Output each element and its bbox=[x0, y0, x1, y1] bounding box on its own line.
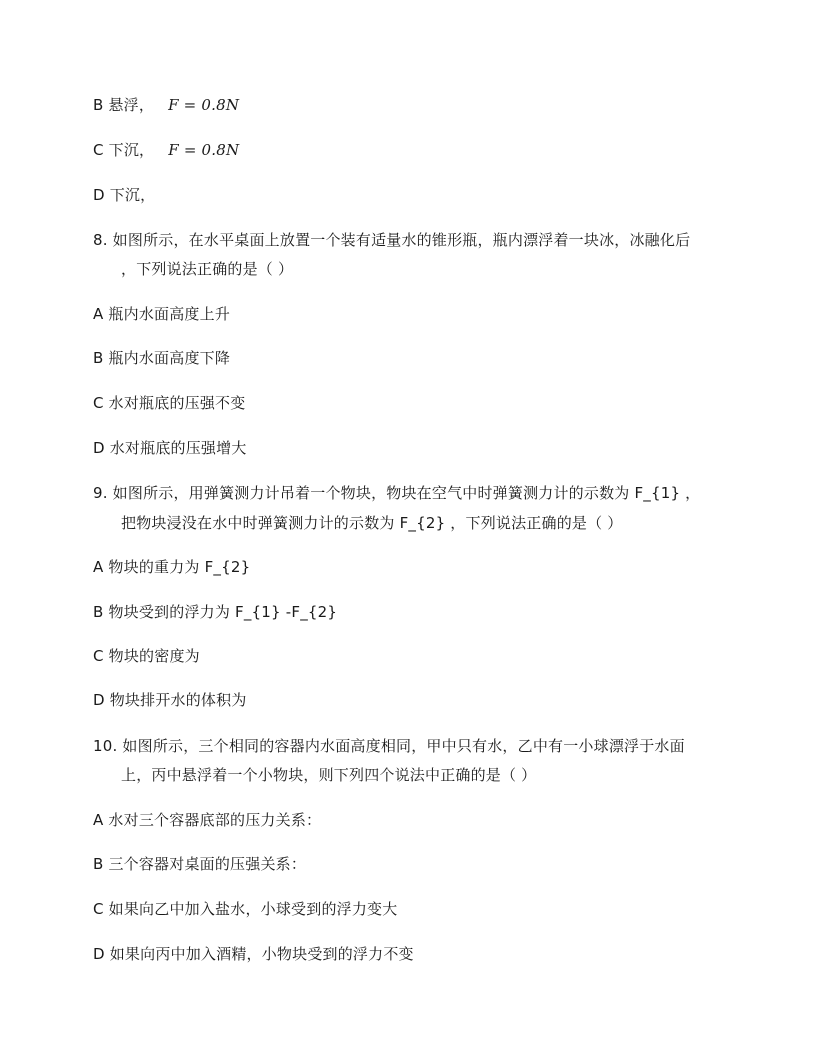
option-b-q7 bbox=[93, 95, 239, 115]
option-a-q8 bbox=[93, 304, 230, 324]
option-d-q9 bbox=[93, 690, 247, 710]
question-text: 上，丙中悬浮着一个小物块，则下列四个说法中正确的是（ ） bbox=[121, 766, 537, 784]
question-text: 8. 如图所示，在水平桌面上放置一个装有适量水的锥形瓶，瓶内漂浮着一块冰，冰融化后 bbox=[93, 231, 691, 249]
question-text: 9. 如图所示，用弹簧测力计吊着一个物块，物块在空气中时弹簧测力计的示数为 F_{1} ， bbox=[93, 484, 701, 502]
question-text: 10. 如图所示，三个相同的容器内水面高度相同，甲中只有水，乙中有一小球漂浮于水面 bbox=[93, 737, 685, 755]
question-8-line-1 bbox=[93, 230, 690, 250]
option-d-q10 bbox=[93, 944, 414, 964]
question-9-line-2 bbox=[121, 513, 622, 533]
option-text: C 下沉， bbox=[93, 141, 155, 159]
option-text: D 水对瓶底的压强增大 bbox=[93, 439, 247, 457]
question-text: ，下列说法正确的是（ ） bbox=[121, 260, 294, 278]
option-d-q8 bbox=[93, 438, 247, 458]
option-b-q8 bbox=[93, 348, 230, 368]
option-c-q7 bbox=[93, 140, 239, 160]
formula: F = 0.8N bbox=[168, 96, 240, 114]
option-b-q10 bbox=[93, 854, 306, 874]
question-10-line-2 bbox=[121, 765, 536, 785]
question-8-line-2 bbox=[121, 259, 293, 279]
option-text: D 如果向丙中加入酒精，小物块受到的浮力不变 bbox=[93, 945, 414, 963]
option-c-q9 bbox=[93, 646, 200, 666]
question-text: 把物块浸没在水中时弹簧测力计的示数为 F_{2} ，下列说法正确的是（ ） bbox=[121, 514, 623, 532]
option-text: D 物块排开水的体积为 bbox=[93, 691, 247, 709]
option-text: C 水对瓶底的压强不变 bbox=[93, 394, 246, 412]
option-text: C 如果向乙中加入盐水，小球受到的浮力变大 bbox=[93, 900, 398, 918]
option-d-q7 bbox=[93, 185, 155, 205]
option-c-q8 bbox=[93, 393, 245, 413]
option-a-q9 bbox=[93, 557, 250, 577]
option-text: C 物块的密度为 bbox=[93, 647, 200, 665]
question-10-line-1 bbox=[93, 736, 685, 756]
option-text: A 水对三个容器底部的压力关系： bbox=[93, 811, 322, 829]
option-text: A 物块的重力为 F_{2} bbox=[93, 558, 251, 576]
question-9-line-1 bbox=[93, 483, 700, 503]
option-c-q10 bbox=[93, 899, 397, 919]
option-b-q9 bbox=[93, 602, 337, 622]
formula: F = 0.8N bbox=[168, 141, 240, 159]
option-text: A 瓶内水面高度上升 bbox=[93, 305, 231, 323]
option-a-q10 bbox=[93, 810, 321, 830]
option-text: B 悬浮， bbox=[93, 96, 155, 114]
option-text: B 三个容器对桌面的压强关系： bbox=[93, 855, 307, 873]
option-text: B 瓶内水面高度下降 bbox=[93, 349, 231, 367]
option-text: B 物块受到的浮力为 F_{1} -F_{2} bbox=[93, 603, 338, 621]
option-text: D 下沉， bbox=[93, 186, 156, 204]
